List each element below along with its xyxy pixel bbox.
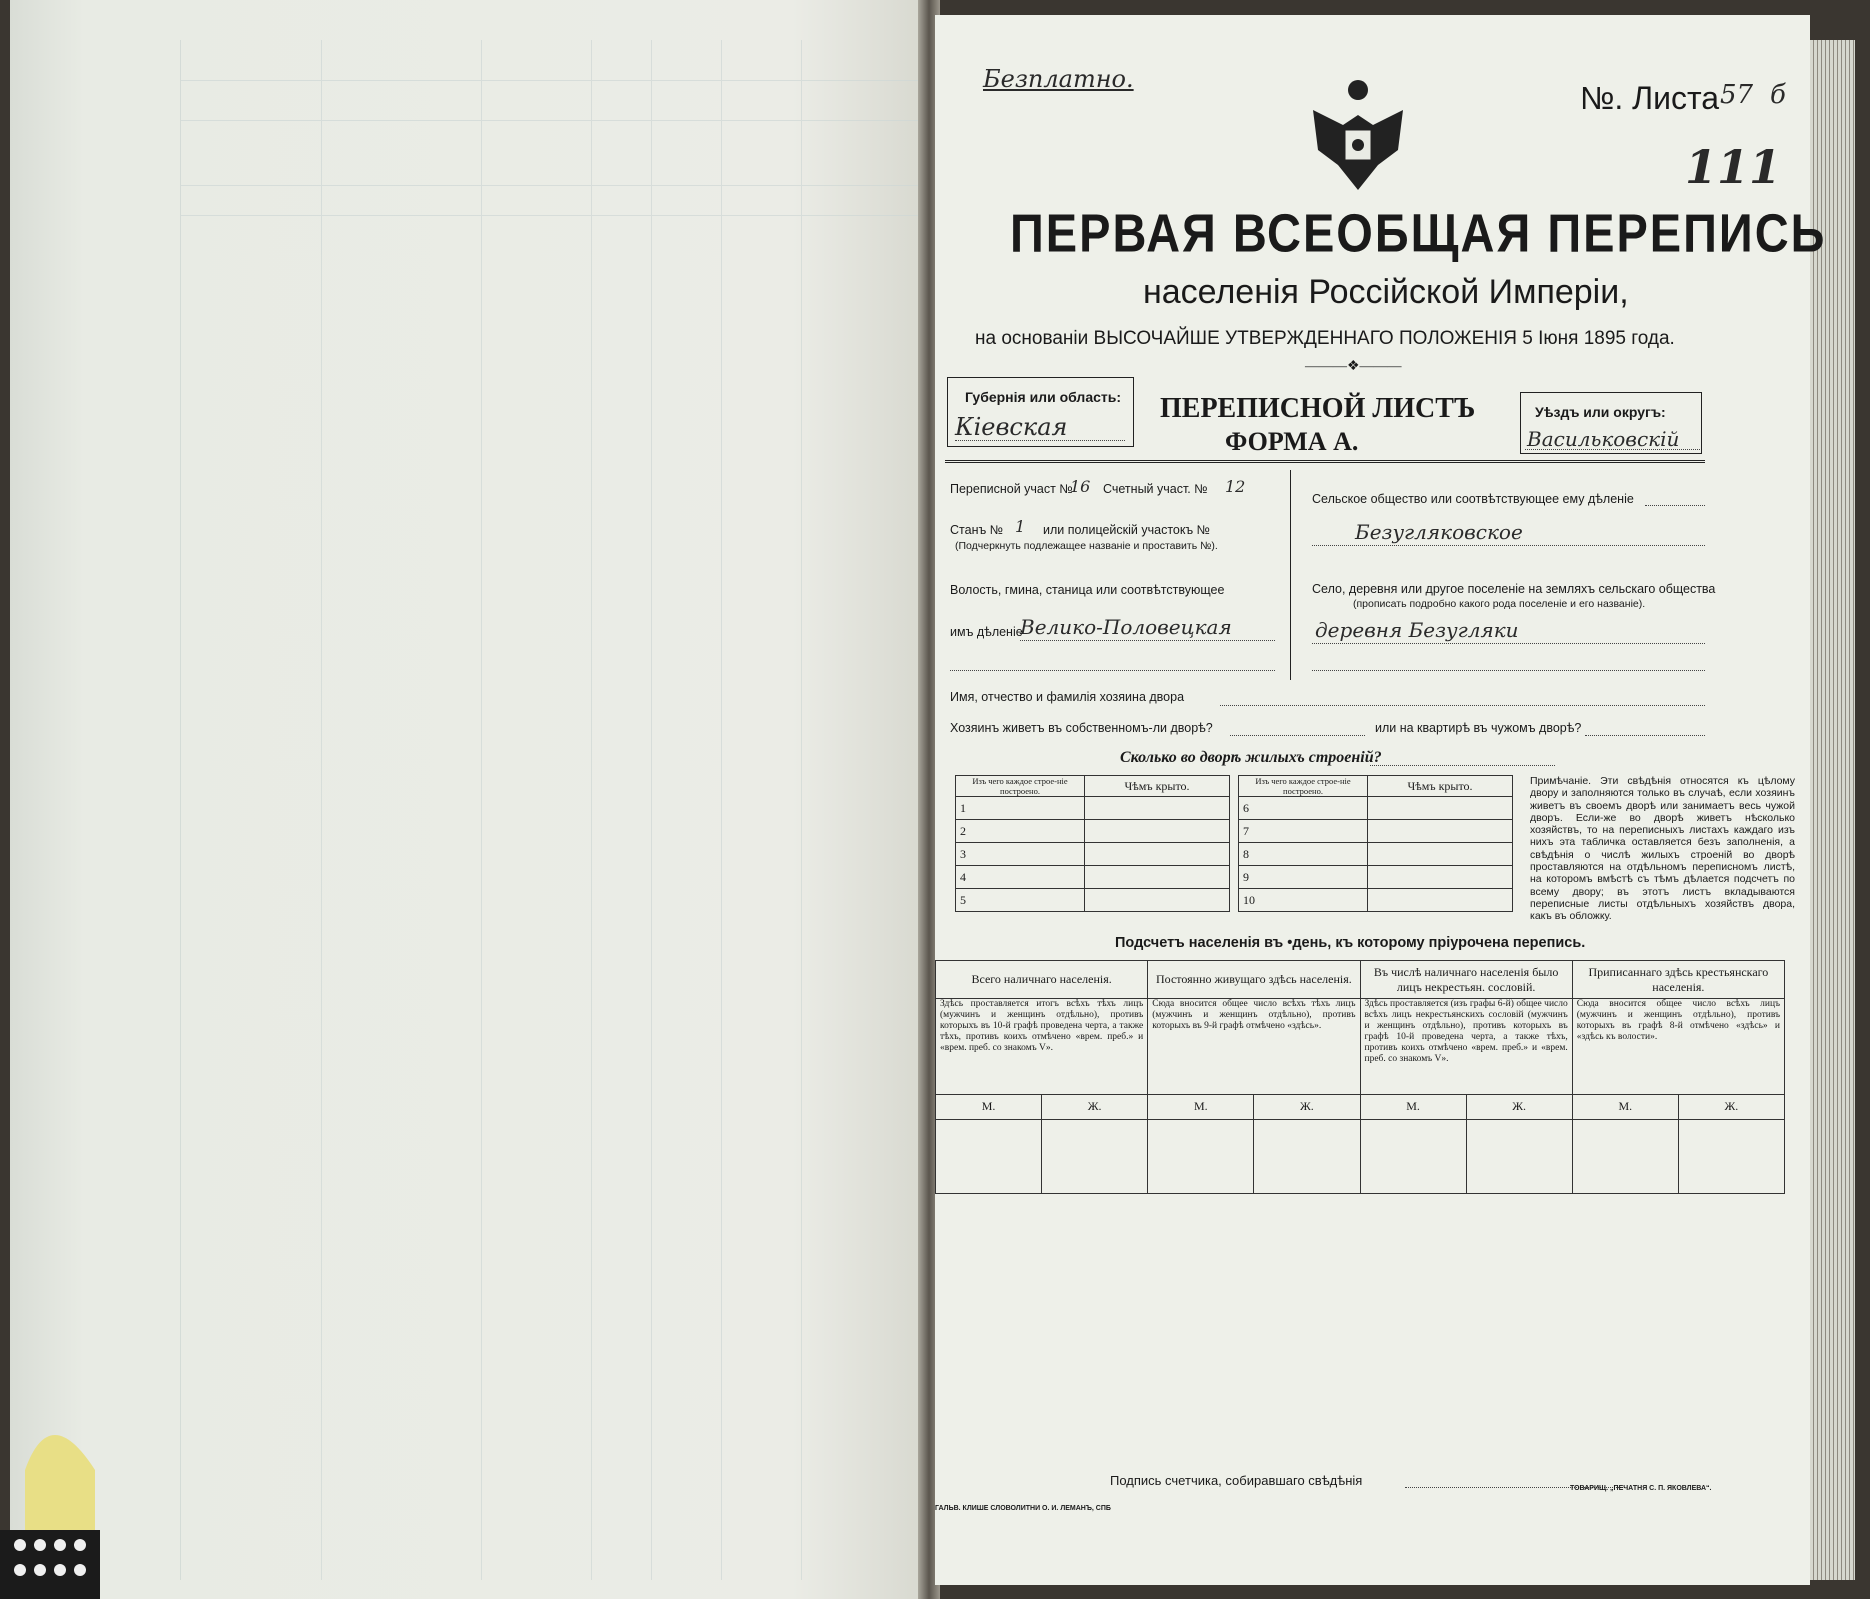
count-head-present: Всего наличнаго населенія.: [936, 961, 1148, 999]
male-header: М.: [1572, 1094, 1678, 1119]
material-header: Изъ чего каждое строе-ніе построено.: [1239, 776, 1368, 797]
count-cell[interactable]: [1360, 1119, 1466, 1193]
row-number: 4: [956, 866, 1085, 889]
roof-header: Чѣмъ крыто.: [1368, 776, 1513, 797]
buildings-question: Сколько во дворѣ жилыхъ строеній?: [1120, 749, 1382, 766]
village-value[interactable]: деревня Безугляки: [1315, 618, 1519, 642]
free-label: Безплатно.: [983, 65, 1134, 93]
stan-value[interactable]: 1: [1015, 517, 1026, 536]
rented-field[interactable]: [1585, 735, 1705, 736]
note-text: Примѣчаніе. Эти свѣдѣнія относятся къ цѣлому двору и заполняются только въ случаѣ, если хозяинъ живетъ въ своемъ дворѣ или занимаетъ весь чужой дворъ. Если-же во дворѣ живетъ нѣсколько хозяйствъ, то на переписныхъ листахъ каждаго изъ нихъ эта табличка оставляется безъ заполненія, а свѣдѣнія о числѣ жилыхъ строеній во дворѣ проставляются на отдѣльномъ переписномъ листѣ, на которомъ вмѣстѣ съ тѣмъ дѣлается подсчетъ по всему двору; въ этотъ листъ вкладываются переписные листы отдѣльныхъ хозяйствъ двора, какъ въ обложку.: [1530, 775, 1795, 923]
form-type: ФОРМА А.: [1225, 427, 1359, 456]
owner-lives-field[interactable]: [1230, 735, 1365, 736]
owner-lives-label: Хозяинъ живетъ въ собственномъ-ли дворѣ?: [950, 721, 1213, 735]
count-head-registered: Приписаннаго здѣсь крестьянскаго населенія.: [1572, 961, 1784, 999]
left-faint-grid: [180, 40, 941, 1580]
population-count-table: [935, 960, 1785, 1194]
page-title: ПЕРВАЯ ВСЕОБЩАЯ ПЕРЕПИСЬ: [1010, 202, 1827, 263]
society-label: Сельское общество или соотвѣтствующее ему дѣленіе: [1312, 492, 1634, 506]
sheet-number-label: №. Листа: [1580, 80, 1720, 116]
row-number: 5: [956, 889, 1085, 912]
volost-value[interactable]: Велико-Половецкая: [1020, 615, 1232, 639]
row-number: 7: [1239, 820, 1368, 843]
count-cell[interactable]: [1148, 1119, 1254, 1193]
left-page: [10, 0, 930, 1599]
form-title: ПЕРЕПИСНОЙ ЛИСТЪ: [1160, 393, 1476, 424]
count-cell[interactable]: [1254, 1119, 1360, 1193]
count-district-value[interactable]: 12: [1225, 477, 1246, 496]
signature-label: Подпись счетчика, собиравшаго свѣдѣнія: [1110, 1473, 1363, 1488]
count-desc-registered: Сюда вносится общее число всѣхъ лицъ (мужчинъ и женщинъ отдѣльно), противъ которыхъ въ графѣ 8-й отмѣчено «здѣсь» и «здѣсь къ волости».: [1572, 999, 1784, 1094]
village-label: Село, деревня или другое поселеніе на земляхъ сельскаго общества: [1312, 582, 1716, 596]
count-cell[interactable]: [1466, 1119, 1572, 1193]
printer-left: ГАЛЬВ. КЛИШЕ СЛОВОЛИТНИ О. И. ЛЕМАНЪ, СПБ: [935, 1505, 1111, 1512]
row-number: 3: [956, 843, 1085, 866]
count-head-nonpeasant: Въ числѣ наличнаго населенія было лицъ некрестьян. сословій.: [1360, 961, 1572, 999]
count-cell[interactable]: [1678, 1119, 1784, 1193]
underline-note: (Подчеркнуть подлежащее названіе и проставить №).: [955, 540, 1218, 552]
buildings-table-right: [1238, 775, 1513, 912]
census-district-label: Переписной участ №: [950, 482, 1073, 496]
district-value[interactable]: Васильковскій: [1527, 427, 1680, 451]
owner-name-label: Имя, отчество и фамилія хозяина двора: [950, 690, 1185, 704]
male-header: М.: [1360, 1094, 1466, 1119]
count-head-resident: Постоянно живущаго здѣсь населенія.: [1148, 961, 1360, 999]
census-form-page: [935, 15, 1827, 1585]
rented-label: или на квартирѣ въ чужомъ дворѣ?: [1375, 721, 1582, 735]
row-number: 1: [956, 797, 1085, 820]
count-title: Подсчетъ населенія въ •день, къ которому пріурочена перепись.: [1115, 935, 1586, 951]
count-cell[interactable]: [1572, 1119, 1678, 1193]
owner-name-field[interactable]: [1220, 705, 1705, 706]
female-header: Ж.: [1466, 1094, 1572, 1119]
count-cell[interactable]: [1042, 1119, 1148, 1193]
material-header: Изъ чего каждое строе-ніе построено.: [956, 776, 1085, 797]
male-header: М.: [1148, 1094, 1254, 1119]
census-district-value[interactable]: 16: [1070, 477, 1091, 496]
imperial-eagle-emblem: [1303, 70, 1413, 200]
row-number: 6: [1239, 797, 1368, 820]
sheet-number-big: 111: [1685, 140, 1782, 194]
police-district-label: или полицейскій участокъ №: [1043, 523, 1211, 537]
roof-header: Чѣмъ крыто.: [1085, 776, 1230, 797]
printer-right: ТОВАРИЩ. „ПЕЧАТНЯ С. П. ЯКОВЛЕВА“.: [1570, 1485, 1712, 1492]
yellow-marker-object: [0, 1410, 100, 1599]
stan-label: Станъ №: [950, 523, 1004, 537]
village-note: (прописать подробно какого рода поселеніе и его названіе).: [1353, 598, 1646, 610]
count-desc-present: Здѣсь проставляется итогъ всѣхъ тѣхъ лицъ (мужчинъ и женщинъ отдѣльно), противъ которыхъ въ 10-й графѣ проведена черта, а также тѣхъ, противъ коихъ отмѣчено «врем. преб.» и «врем. преб. со знакомъ V».: [936, 999, 1148, 1094]
count-desc-nonpeasant: Здѣсь проставляется (изъ графы 6-й) общее число всѣхъ лицъ некрестьянскихъ сословій (мужчинъ и женщинъ отдѣльно), противъ которыхъ въ графѣ 10-й проведена черта, а также тѣхъ, противъ коихъ отмѣчено «врем. преб.» и «врем. преб. со знакомъ V».: [1360, 999, 1572, 1094]
female-header: Ж.: [1678, 1094, 1784, 1119]
female-header: Ж.: [1042, 1094, 1148, 1119]
row-number: 2: [956, 820, 1085, 843]
society-value[interactable]: Безугляковское: [1355, 520, 1523, 544]
count-district-label: Счетный участ. №: [1103, 482, 1208, 496]
female-header: Ж.: [1254, 1094, 1360, 1119]
volost-label-2: имъ дѣленіе: [950, 625, 1023, 639]
district-label: Уѣздъ или округъ:: [1535, 404, 1666, 420]
sheet-number-value: 57: [1720, 80, 1754, 110]
page-subtitle: населенія Россійской Имперіи,: [1143, 273, 1629, 311]
buildings-field[interactable]: [1370, 765, 1555, 766]
volost-label: Волость, гмина, станица или соотвѣтствующее: [950, 583, 1225, 597]
male-header: М.: [936, 1094, 1042, 1119]
province-label: Губернія или область:: [965, 389, 1122, 405]
row-number: 8: [1239, 843, 1368, 866]
ornament-divider: ———❖———: [1305, 359, 1402, 374]
count-desc-resident: Сюда вносится общее число всѣхъ тѣхъ лицъ (мужчинъ и женщинъ отдѣльно), противъ которыхъ въ 9-й графѣ отмѣчено «здѣсь».: [1148, 999, 1360, 1094]
row-number: 9: [1239, 866, 1368, 889]
row-number: 10: [1239, 889, 1368, 912]
basis-line: на основаніи ВЫСОЧАЙШЕ УТВЕРЖДЕННАГО ПОЛОЖЕНІЯ 5 Іюня 1895 года.: [975, 328, 1675, 349]
sheet-number-suffix: б: [1770, 80, 1786, 110]
section-rule: [945, 460, 1705, 463]
buildings-table-left: [955, 775, 1230, 912]
page-edges: [1810, 40, 1855, 1580]
column-divider: [1290, 470, 1291, 680]
province-value[interactable]: Кіевская: [955, 413, 1068, 441]
count-cell[interactable]: [936, 1119, 1042, 1193]
